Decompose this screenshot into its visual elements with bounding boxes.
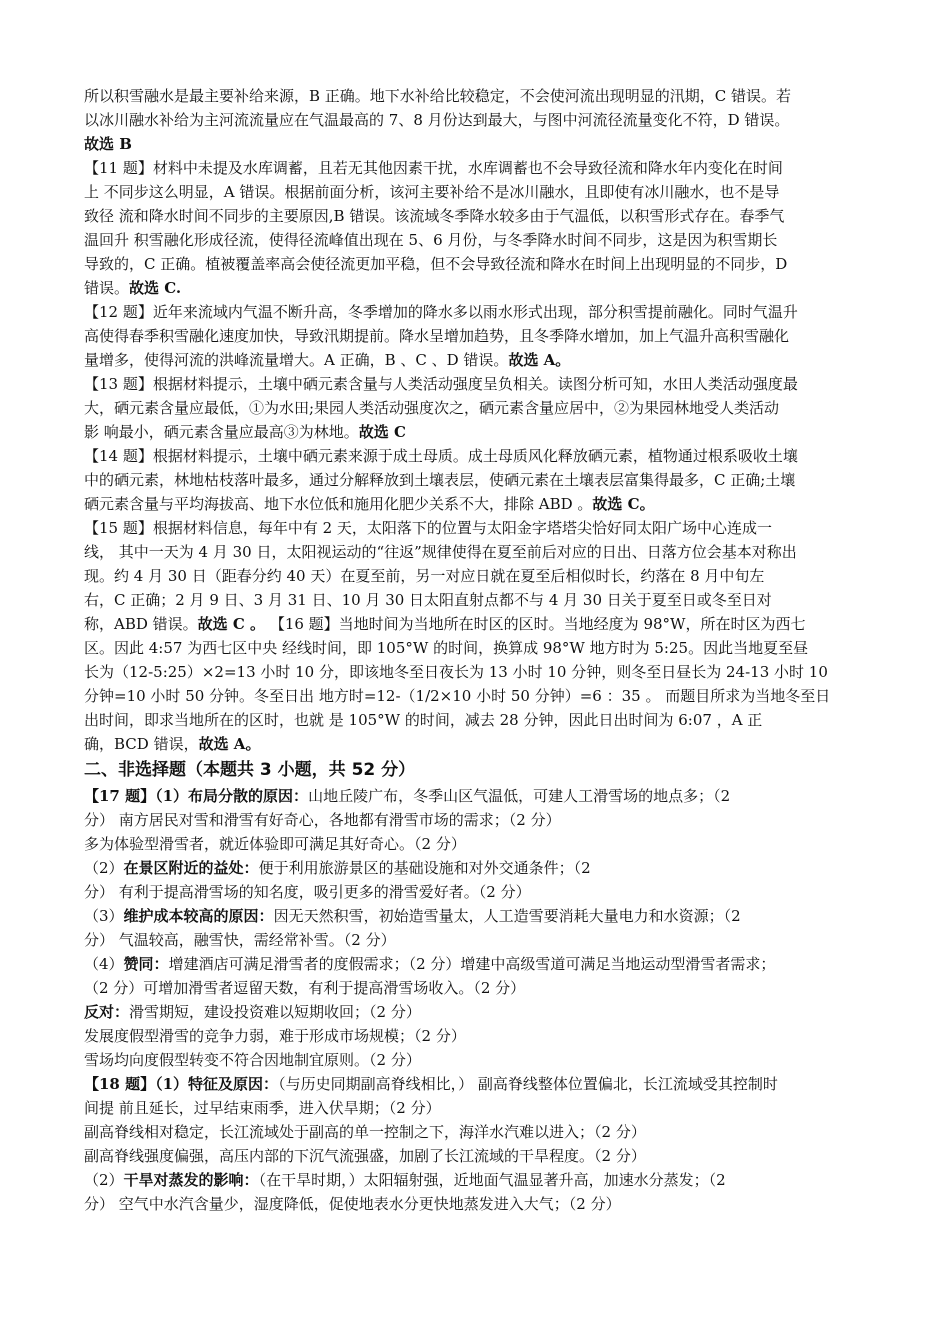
text-line: 致径 流和降水时间不同步的主要原因,B 错误。该流域冬季降水较多由于气温低，以积雪形式存在。春季气 xyxy=(84,207,785,225)
text-span: 硒元素含量与平均海拔高、地下水位低和施用化肥少关系不大，排除 ABD 。 xyxy=(84,495,593,513)
text-span: 增建酒店可满足滑雪者的度假需求；（2 分）增建中高级雪道可满足当地运动型滑雪者需求； xyxy=(168,955,776,973)
text-span: 因无天然积雪，初始造雪量太，人工造雪要消耗大量电力和水资源；（2 xyxy=(273,907,741,925)
answer-q12: 故选 A。 xyxy=(508,351,571,369)
text-line: （2 分）可增加滑雪者逗留天数，有利于提高滑雪场收入。（2 分） xyxy=(84,979,526,997)
text-span: （在干旱时期，）太阳辐射强，近地面气温显著升高，加速水分蒸发；（2 xyxy=(258,1171,726,1189)
text-line: 区。因此 4:57 为西七区中央 经线时间，即 105°W 的时间，换算成 98°W 地方时为 5:25。因此当地夏至昼 xyxy=(84,639,809,657)
text-span: 影 响最小，硒元素含量应最高③为林地。 xyxy=(84,423,359,441)
section-heading: 二、非选择题（本题共 3 小题，共 52 分） xyxy=(84,760,416,780)
text-line: 现。约 4 月 30 日（距春分约 40 天）在夏至前，另一对应日就在夏至后相似时长，约落在 8 月中旬左 xyxy=(84,567,765,585)
text-span: （与历史同期副高脊线相比，） 副高脊线整体位置偏北，长江流域受其控制时 xyxy=(278,1075,778,1093)
text-line: 【11 题】材料中未提及水库调蓄，且若无其他因素干扰，水库调蓄也不会导致径流和降水年内变化在时间 xyxy=(84,159,783,177)
text-line: 温回升 积雪融化形成径流，使得径流峰值出现在 5、6 月份，与冬季降水时间不同步，这是因为积雪期长 xyxy=(84,231,778,249)
subheading: 特征及原因： xyxy=(188,1075,279,1093)
text-span: （2） xyxy=(84,1171,124,1189)
text-line xyxy=(84,1168,884,1192)
answer-q14: 故选 C。 xyxy=(592,495,655,513)
answer-q13: 故选 C xyxy=(358,423,406,441)
text-line: 以冰川融水补给为主河流流量应在气温最高的 7、8 月份达到最大，与图中河流径流量变化不符，D 错误。 xyxy=(84,111,790,129)
text-span: （4） xyxy=(84,955,124,973)
text-line: 分） 有利于提高滑雪场的知名度，吸引更多的滑雪爱好者。（2 分） xyxy=(84,883,531,901)
text-line xyxy=(84,732,884,756)
question-12 xyxy=(84,300,884,372)
text-line: 发展度假型滑雪的竞争力弱，难于形成市场规模；（2 分） xyxy=(84,1027,466,1045)
text-line xyxy=(84,276,884,300)
answer-q11: 故选 C. xyxy=(129,279,182,297)
text-line: 间提 前且延长，过早结束雨季，进入伏旱期；（2 分） xyxy=(84,1099,441,1117)
text-line: 线， 其中一天为 4 月 30 日，太阳视运动的“往返”规律使得在夏至前后对应的日出、日落方位会基本对称出 xyxy=(84,543,797,561)
text-span: （2） xyxy=(84,859,124,877)
text-span: 确，BCD 错误， xyxy=(84,735,199,753)
text-line: 【12 题】近年来流域内气温不断升高，冬季增加的降水多以雨水形式出现，部分积雪提前融化。同时气温升 xyxy=(84,303,798,321)
text-span: 错误。 xyxy=(84,279,130,297)
subheading: 布局分散的原因： xyxy=(188,787,309,805)
text-line xyxy=(84,1000,884,1024)
text-span: 量增多，使得河流的洪峰流量增大。A 正确，B 、C 、D 错误。 xyxy=(84,351,509,369)
text-span: （3） xyxy=(84,907,124,925)
text-line xyxy=(84,420,884,444)
subheading: 干旱对蒸发的影响： xyxy=(123,1171,259,1189)
text-span: 便于利用旅游景区的基础设施和对外交通条件；（2 xyxy=(258,859,591,877)
text-line xyxy=(84,904,884,928)
text-line xyxy=(84,952,884,976)
text-line: 大，硒元素含量应最低，①为水田;果园人类活动强度次之，硒元素含量应居中，②为果园林地受人类活动 xyxy=(84,399,780,417)
subheading: 反对： xyxy=(84,1003,130,1021)
text-span: 滑雪期短，建设投资难以短期收回；（2 分） xyxy=(129,1003,421,1021)
text-line: 中的硒元素，林地枯枝落叶最多，通过分解释放到土壤表层，使硒元素在土壤表层富集得最多，C 正确;土壤 xyxy=(84,471,796,489)
document-page xyxy=(84,84,884,1216)
text-span: 【17 题】（1） xyxy=(84,787,189,805)
question-14 xyxy=(84,444,884,516)
text-line: 高使得春季积雪融化速度加快，导致汛期提前。降水呈增加趋势，且冬季降水增加，加上气温升高积雪融化 xyxy=(84,327,790,345)
answer-q10: 故选 B xyxy=(84,135,132,153)
subheading: 维护成本较高的原因： xyxy=(123,907,274,925)
text-line: 副高脊线强度偏强，高压内部的下沉气流强盛，加剧了长江流域的干旱程度。（2 分） xyxy=(84,1147,646,1165)
text-line: 长为（12-5:25）×2=13 小时 10 分，即该地冬至日夜长为 13 小时 10 分钟，则冬至日昼长为 24-13 小时 10 xyxy=(84,663,828,681)
text-line xyxy=(84,348,884,372)
text-line: 上 不同步这么明显，A 错误。根据前面分析，该河主要补给不是冰川融水，且即使有冰川融水，也不是导 xyxy=(84,183,780,201)
text-line: 导致的，C 正确。植被覆盖率高会使径流更加平稳，但不会导致径流和降水在时间上出现明显的不同步，D xyxy=(84,255,788,273)
text-line: 【14 题】根据材料提示，土壤中硒元素来源于成土母质。成土母质风化释放硒元素，植物通过根系吸收土壤 xyxy=(84,447,798,465)
text-span: 【18 题】（1） xyxy=(84,1075,189,1093)
text-line: 分） 空气中水汽含量少，湿度降低，促使地表水分更快地蒸发进入大气；（2 分） xyxy=(84,1195,621,1213)
text-line: 分） 气温较高，融雪快，需经常补雪。（2 分） xyxy=(84,931,396,949)
subheading: 在景区附近的益处： xyxy=(123,859,259,877)
text-line: 右，C 正确；2 月 9 日、3 月 31 日、10 月 30 日太阳直射点都不与 4 月 30 日关于夏至日或冬至日对 xyxy=(84,591,772,609)
text-line: 出时间，即求当地所在的区时，也就 是 105°W 的时间，减去 28 分钟，因此日出时间为 6:07 ，A 正 xyxy=(84,711,763,729)
text-line xyxy=(84,612,884,636)
text-span: 山地丘陵广布，冬季山区气温低，可建人工滑雪场的地点多；（2 xyxy=(308,787,731,805)
question-16 xyxy=(84,636,884,756)
text-line xyxy=(84,1072,884,1096)
text-span: 【16 题】当地时间为当地所在时区的区时。当地经度为 98°W，所在时区为西七 xyxy=(265,615,806,633)
question-17 xyxy=(84,784,884,1072)
text-line: 雪场均向度假型转变不符合因地制宜原则。（2 分） xyxy=(84,1051,421,1069)
question-13 xyxy=(84,372,884,444)
text-line xyxy=(84,856,884,880)
text-line: 分） 南方居民对雪和滑雪有好奇心，各地都有滑雪市场的需求；（2 分） xyxy=(84,811,561,829)
text-span: 称，ABD 错误。 xyxy=(84,615,198,633)
answer-q15: 故选 C 。 xyxy=(197,615,266,633)
question-15 xyxy=(84,516,884,636)
text-line xyxy=(84,784,884,808)
text-line: 分钟=10 小时 50 分钟。冬至日出 地方时=12-（1/2×10 小时 50 分钟）=6 ：35 。 而题目所求为当地冬至日 xyxy=(84,687,831,705)
subheading: 赞同： xyxy=(123,955,169,973)
text-line: 所以积雪融水是最主要补给来源，B 正确。地下水补给比较稳定，不会使河流出现明显的汛期，C 错误。若 xyxy=(84,87,792,105)
answer-q16: 故选 A。 xyxy=(198,735,261,753)
text-line: 多为体验型滑雪者，就近体验即可满足其好奇心。（2 分） xyxy=(84,835,466,853)
text-line: 【13 题】根据材料提示，土壤中硒元素含量与人类活动强度呈负相关。读图分析可知，水田人类活动强度最 xyxy=(84,375,798,393)
text-line xyxy=(84,492,884,516)
question-18 xyxy=(84,1072,884,1216)
text-line: 副高脊线相对稳定，长江流域处于副高的单一控制之下，海洋水汽难以进入；（2 分） xyxy=(84,1123,646,1141)
text-line: 【15 题】根据材料信息，每年中有 2 天，太阳落下的位置与太阳金字塔塔尖恰好同太阳广场中心连成一 xyxy=(84,519,772,537)
question-11 xyxy=(84,156,884,300)
